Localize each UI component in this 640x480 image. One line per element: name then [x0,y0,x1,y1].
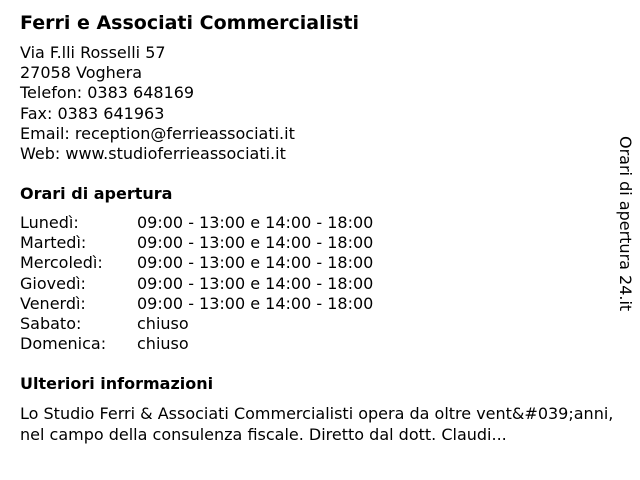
site-brand-vertical: Orari di apertura 24.it [616,136,635,312]
phone-line: Telefon: 0383 648169 [20,83,195,103]
address-line: Via F.lli Rosselli 57 [20,43,166,62]
hours-day-label: Domenica: [20,334,107,354]
email-line: Email: reception@ferrieassociati.it [20,123,295,143]
business-name: Ferri e Associati Commercialisti [20,12,360,34]
hours-time-value: chiuso [137,313,189,333]
hours-day-label: Venerdì: [20,293,86,313]
hours-time-value: 09:00 - 13:00 e 14:00 - 18:00 [137,253,374,273]
contact-block [20,43,295,164]
business-description: Lo Studio Ferri & Associati Commercialisti opera da oltre vent&#039;anni, nel campo della consulenza fiscale. Diretto dal dott. Claudi... [20,404,614,444]
hours-day-label: Mercoledì: [20,253,103,273]
additional-info-heading: Ulteriori informazioni [20,374,214,393]
hours-day-label: Sabato: [20,313,82,333]
hours-day-label: Martedì: [20,233,87,253]
opening-hours-heading: Orari di apertura [20,184,173,203]
hours-time-value: 09:00 - 13:00 e 14:00 - 18:00 [137,293,374,313]
hours-time-value: chiuso [137,334,189,354]
hours-day-label: Lunedì: [20,213,79,232]
hours-time-value: 09:00 - 13:00 e 14:00 - 18:00 [137,273,374,293]
hours-time-value: 09:00 - 13:00 e 14:00 - 18:00 [137,213,374,232]
city-line: 27058 Voghera [20,63,142,83]
hours-day-label: Giovedì: [20,273,86,293]
fax-line: Fax: 0383 641963 [20,103,165,123]
hours-time-value: 09:00 - 13:00 e 14:00 - 18:00 [137,233,374,253]
web-line: Web: www.studioferrieassociati.it [20,144,286,164]
